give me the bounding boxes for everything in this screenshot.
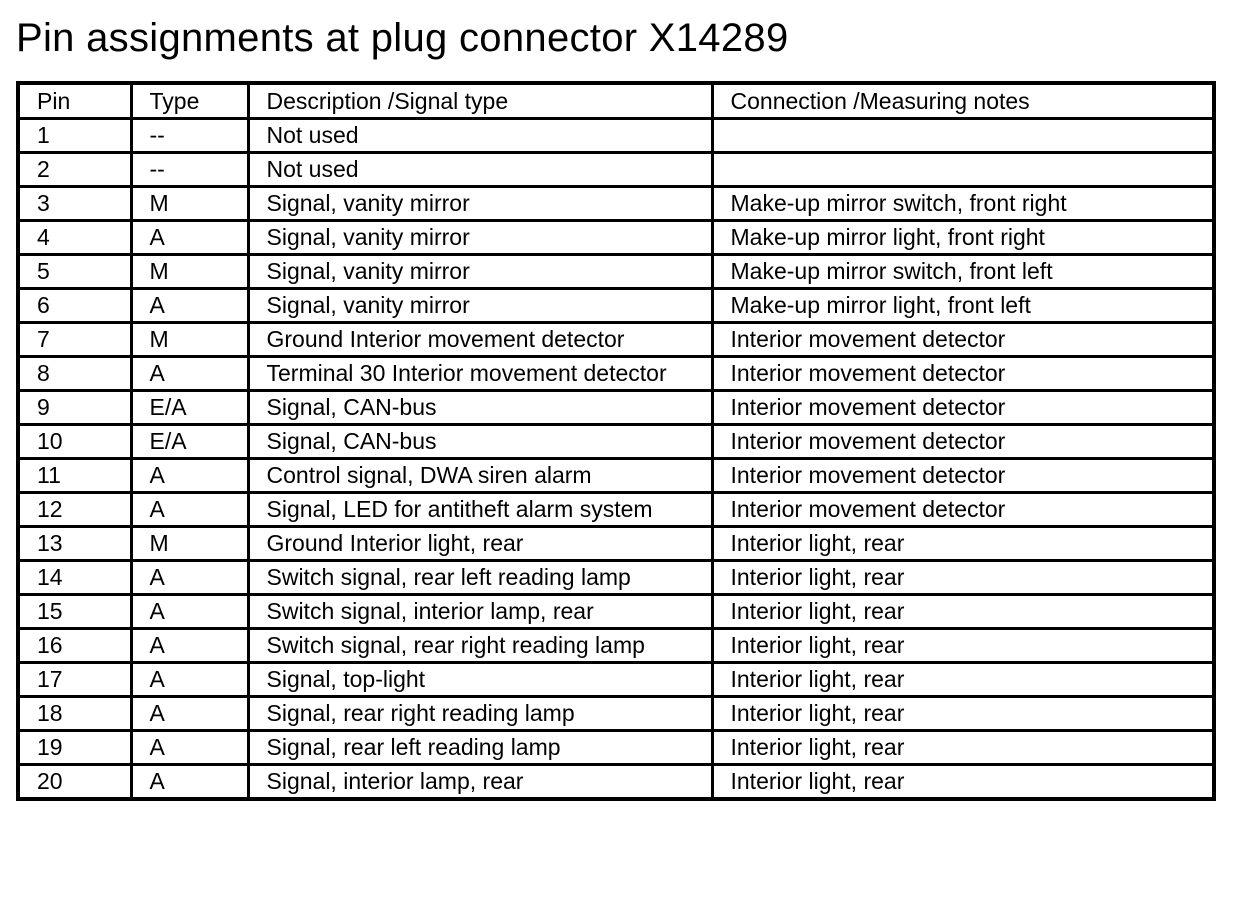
cell-pin: 7 xyxy=(18,323,131,357)
table-row xyxy=(18,289,1214,323)
cell-type: A xyxy=(131,357,248,391)
cell-description: Signal, CAN-bus xyxy=(248,425,712,459)
cell-connection: Make-up mirror light, front right xyxy=(712,221,1214,255)
cell-pin: 9 xyxy=(18,391,131,425)
table-row xyxy=(18,187,1214,221)
cell-description: Signal, top-light xyxy=(248,663,712,697)
table-row xyxy=(18,663,1214,697)
cell-description: Switch signal, interior lamp, rear xyxy=(248,595,712,629)
cell-description: Signal, rear left reading lamp xyxy=(248,731,712,765)
table-row xyxy=(18,357,1214,391)
cell-pin: 17 xyxy=(18,663,131,697)
cell-connection: Make-up mirror switch, front right xyxy=(712,187,1214,221)
cell-connection: Interior movement detector xyxy=(712,323,1214,357)
table-header-row xyxy=(18,83,1214,119)
cell-connection: Interior light, rear xyxy=(712,629,1214,663)
cell-connection: Interior movement detector xyxy=(712,493,1214,527)
cell-connection xyxy=(712,119,1214,153)
cell-description: Not used xyxy=(248,153,712,187)
cell-type: A xyxy=(131,663,248,697)
cell-connection: Interior light, rear xyxy=(712,561,1214,595)
cell-pin: 15 xyxy=(18,595,131,629)
table-row xyxy=(18,561,1214,595)
cell-description: Ground Interior movement detector xyxy=(248,323,712,357)
cell-pin: 10 xyxy=(18,425,131,459)
cell-description: Switch signal, rear right reading lamp xyxy=(248,629,712,663)
cell-pin: 12 xyxy=(18,493,131,527)
cell-connection: Interior movement detector xyxy=(712,357,1214,391)
cell-pin: 14 xyxy=(18,561,131,595)
cell-description: Not used xyxy=(248,119,712,153)
table-row xyxy=(18,731,1214,765)
cell-description: Terminal 30 Interior movement detector xyxy=(248,357,712,391)
cell-type: M xyxy=(131,323,248,357)
table-row xyxy=(18,391,1214,425)
cell-description: Signal, interior lamp, rear xyxy=(248,765,712,800)
cell-type: A xyxy=(131,493,248,527)
table-row xyxy=(18,459,1214,493)
cell-connection: Interior light, rear xyxy=(712,697,1214,731)
cell-pin: 4 xyxy=(18,221,131,255)
table-row xyxy=(18,629,1214,663)
cell-description: Control signal, DWA siren alarm xyxy=(248,459,712,493)
cell-type: M xyxy=(131,187,248,221)
cell-pin: 18 xyxy=(18,697,131,731)
cell-pin: 5 xyxy=(18,255,131,289)
table-row xyxy=(18,153,1214,187)
cell-pin: 8 xyxy=(18,357,131,391)
table-row xyxy=(18,493,1214,527)
cell-type: A xyxy=(131,459,248,493)
table-row xyxy=(18,595,1214,629)
cell-description: Ground Interior light, rear xyxy=(248,527,712,561)
cell-description: Signal, vanity mirror xyxy=(248,187,712,221)
cell-pin: 13 xyxy=(18,527,131,561)
cell-connection: Interior movement detector xyxy=(712,425,1214,459)
cell-pin: 2 xyxy=(18,153,131,187)
cell-pin: 6 xyxy=(18,289,131,323)
cell-connection: Interior light, rear xyxy=(712,527,1214,561)
table-row xyxy=(18,527,1214,561)
cell-description: Signal, CAN-bus xyxy=(248,391,712,425)
cell-connection: Interior light, rear xyxy=(712,731,1214,765)
table-row xyxy=(18,697,1214,731)
cell-type: A xyxy=(131,731,248,765)
cell-connection: Interior movement detector xyxy=(712,459,1214,493)
table-row xyxy=(18,323,1214,357)
cell-type: M xyxy=(131,527,248,561)
cell-type: A xyxy=(131,561,248,595)
cell-type: A xyxy=(131,629,248,663)
header-type: Type xyxy=(131,83,248,119)
table-row xyxy=(18,255,1214,289)
table-row xyxy=(18,119,1214,153)
cell-pin: 11 xyxy=(18,459,131,493)
cell-connection: Interior light, rear xyxy=(712,765,1214,800)
header-connection: Connection /Measuring notes xyxy=(712,83,1214,119)
cell-type: A xyxy=(131,595,248,629)
table-row xyxy=(18,221,1214,255)
cell-description: Signal, vanity mirror xyxy=(248,255,712,289)
cell-pin: 1 xyxy=(18,119,131,153)
header-description: Description /Signal type xyxy=(248,83,712,119)
cell-type: E/A xyxy=(131,391,248,425)
cell-description: Signal, vanity mirror xyxy=(248,221,712,255)
cell-description: Switch signal, rear left reading lamp xyxy=(248,561,712,595)
table-row xyxy=(18,765,1214,800)
cell-description: Signal, LED for antitheft alarm system xyxy=(248,493,712,527)
cell-connection: Interior light, rear xyxy=(712,595,1214,629)
cell-description: Signal, rear right reading lamp xyxy=(248,697,712,731)
cell-pin: 3 xyxy=(18,187,131,221)
cell-type: A xyxy=(131,289,248,323)
cell-connection: Make-up mirror switch, front left xyxy=(712,255,1214,289)
page-title: Pin assignments at plug connector X14289 xyxy=(16,16,789,60)
cell-connection: Interior light, rear xyxy=(712,663,1214,697)
table-body xyxy=(18,119,1214,800)
cell-connection: Interior movement detector xyxy=(712,391,1214,425)
header-pin: Pin xyxy=(18,83,131,119)
cell-description: Signal, vanity mirror xyxy=(248,289,712,323)
cell-type: M xyxy=(131,255,248,289)
cell-type: A xyxy=(131,765,248,800)
cell-pin: 19 xyxy=(18,731,131,765)
cell-connection: Make-up mirror light, front left xyxy=(712,289,1214,323)
cell-pin: 16 xyxy=(18,629,131,663)
table-row xyxy=(18,425,1214,459)
cell-connection xyxy=(712,153,1214,187)
cell-type: -- xyxy=(131,119,248,153)
cell-type: E/A xyxy=(131,425,248,459)
cell-type: -- xyxy=(131,153,248,187)
cell-type: A xyxy=(131,221,248,255)
cell-pin: 20 xyxy=(18,765,131,800)
cell-type: A xyxy=(131,697,248,731)
pin-assignment-table xyxy=(16,81,1216,801)
